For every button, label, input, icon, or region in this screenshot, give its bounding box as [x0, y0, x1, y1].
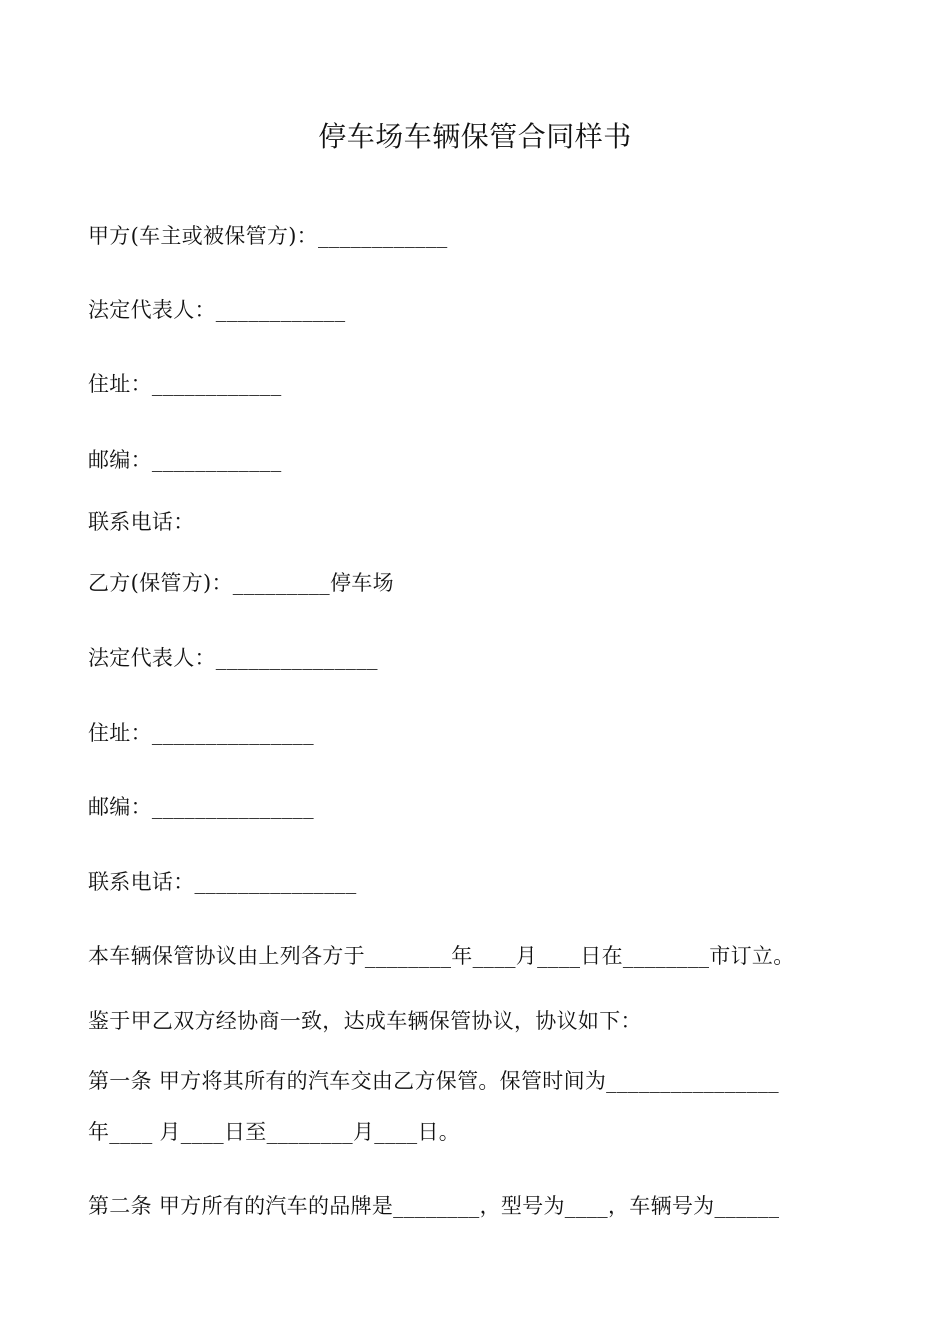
party-a-legal-rep-line: 法定代表人：____________: [88, 298, 346, 322]
party-b-legal-rep-line: 法定代表人：_______________: [88, 646, 378, 670]
agreement-intro-line: 鉴于甲乙双方经协商一致，达成车辆保管协议，协议如下：: [88, 1009, 642, 1033]
agreement-date-line: 本车辆保管协议由上列各方于________年____月____日在________市订立。: [88, 944, 795, 968]
party-b-postcode-line: 邮编：_______________: [88, 795, 314, 819]
party-b-address-line: 住址：_______________: [88, 721, 314, 745]
article-2-line-1: 第二条 甲方所有的汽车的品牌是________，型号为____，车辆号为______: [88, 1194, 780, 1218]
article-1-line-2: 年____ 月____日至________月____日。: [88, 1120, 461, 1144]
document-title: 停车场车辆保管合同样书: [318, 120, 632, 153]
party-a-postcode-line: 邮编：____________: [88, 448, 282, 472]
article-1-line-1: 第一条 甲方将其所有的汽车交由乙方保管。保管时间为________________: [88, 1069, 779, 1093]
party-a-address-line: 住址：____________: [88, 372, 282, 396]
party-b-phone-line: 联系电话：_______________: [88, 870, 357, 894]
party-b-line: 乙方(保管方)：_________停车场: [88, 571, 394, 595]
party-a-line: 甲方(车主或被保管方)：____________: [88, 224, 448, 248]
party-a-phone-line: 联系电话：: [88, 510, 195, 534]
